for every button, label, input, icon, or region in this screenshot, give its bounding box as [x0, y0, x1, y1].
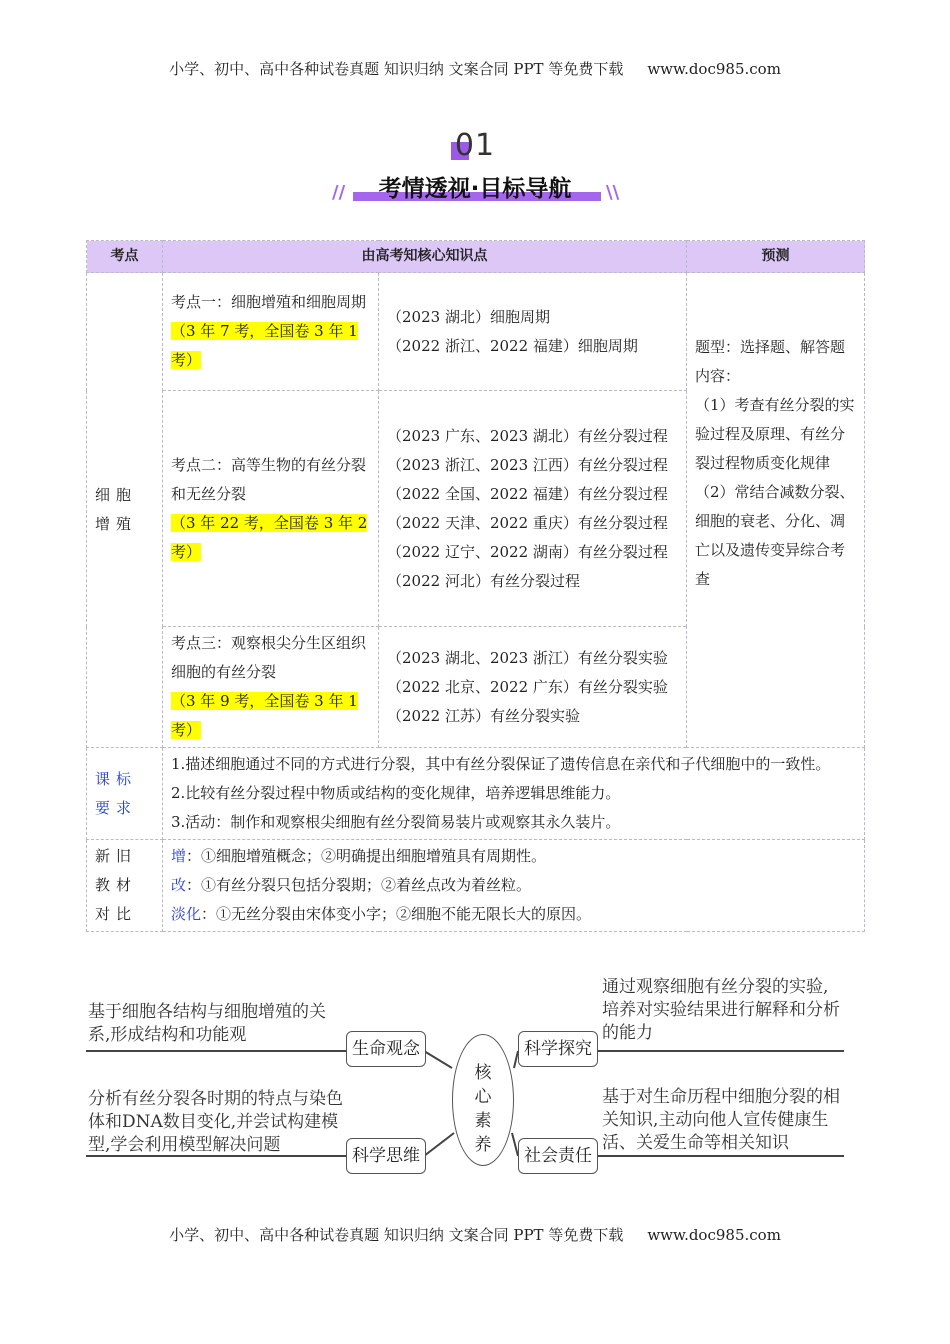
table-row — [87, 273, 865, 391]
col-header-topic: 考点 — [87, 241, 163, 273]
list-item: （2023 广东、2023 湖北）有丝分裂过程 — [387, 426, 668, 445]
header-url[interactable]: www.doc985.com — [647, 60, 781, 78]
exam-analysis-table — [86, 240, 865, 932]
compare-label: 新旧教材对比 — [87, 840, 163, 932]
core-char: 养 — [474, 1135, 492, 1155]
prediction-content-label: 内容： — [695, 367, 741, 385]
literacy-tl-label: 生命观念 — [346, 1031, 426, 1067]
point-1-cell — [163, 273, 379, 391]
list-item: 1.描述细胞通过不同的方式进行分裂，其中有丝分裂保证了遗传信息在亲代和子代细胞中的一致性。 — [171, 755, 831, 773]
core-char: 素 — [474, 1111, 492, 1131]
point-3-name: 考点三：观察根尖分生区组织细胞的有丝分裂 — [171, 634, 367, 681]
slash-decoration-right: \\ — [606, 182, 620, 203]
list-item: 3.活动：制作和观察根尖细胞有丝分裂简易装片或观察其永久装片。 — [171, 813, 621, 831]
point-2-stat: （3 年 22 考，全国卷 3 年 2 考） — [171, 513, 368, 561]
section-number — [0, 128, 950, 163]
literacy-bl-label: 科学思维 — [346, 1138, 426, 1174]
prediction-type: 题型：选择题、解答题 — [695, 338, 846, 356]
point-2-name: 考点二：高等生物的有丝分裂和无丝分裂 — [171, 455, 367, 503]
core-char: 核 — [474, 1063, 492, 1083]
curriculum-label: 课标要求 — [87, 748, 163, 840]
compare-tag: 增 — [171, 847, 187, 865]
page-header — [0, 58, 950, 79]
compare-row-change — [171, 871, 856, 900]
topic-cell: 细胞增殖 — [87, 273, 163, 748]
slash-decoration-left: // — [332, 182, 346, 203]
list-item: （2023 湖北）细胞周期 — [387, 307, 550, 326]
literacy-tr-label: 科学探究 — [518, 1031, 598, 1067]
curriculum-cell — [163, 748, 865, 840]
point-1-stat: （3 年 7 考，全国卷 3 年 1 考） — [171, 322, 358, 369]
point-1-items — [379, 273, 687, 391]
point-3-items — [379, 627, 687, 748]
section-number-text: 01 — [454, 128, 496, 163]
compare-tag: 淡化 — [171, 905, 202, 923]
point-3-stat: （3 年 9 考，全国卷 3 年 1 考） — [171, 692, 358, 739]
header-text: 小学、初中、高中各种试卷真题 知识归纳 文案合同 PPT 等免费下载 — [169, 60, 624, 78]
page-footer — [0, 1224, 950, 1245]
list-item: （2022 北京、2022 广东）有丝分裂实验（2022 江苏）有丝分裂实验 — [387, 677, 668, 725]
compare-row-fade — [171, 900, 856, 929]
list-item: 2.比较有丝分裂过程中物质或结构的变化规律，培养逻辑思维能力。 — [171, 784, 621, 802]
footer-url[interactable]: www.doc985.com — [647, 1226, 781, 1244]
point-1-name: 考点一：细胞增殖和细胞周期 — [171, 293, 367, 311]
footer-text: 小学、初中、高中各种试卷真题 知识归纳 文案合同 PPT 等免费下载 — [169, 1226, 624, 1244]
col-header-prediction: 预测 — [687, 241, 865, 273]
literacy-bl-text: 分析有丝分裂各时期的特点与染色体和DNA数目变化,并尝试构建模型,学会利用模型解决问题 — [88, 1089, 343, 1155]
point-2-items — [379, 391, 687, 627]
table-row — [87, 840, 865, 932]
col-header-knowledge: 由高考知核心知识点 — [163, 241, 687, 273]
core-literacy-oval — [452, 1034, 514, 1166]
point-2-cell — [163, 391, 379, 627]
list-item: （2023 浙江、2023 江西）有丝分裂过程 — [387, 455, 668, 474]
list-item: （2022 全国、2022 福建）有丝分裂过程（2022 天津、2022 重庆）有丝分裂过程（2022 辽宁、2022 湖南）有丝分裂过程（2022 河北）有丝分裂过程 — [387, 484, 668, 590]
core-char: 心 — [474, 1087, 492, 1107]
prediction-cell — [687, 273, 865, 748]
compare-text: ：①无丝分裂由宋体变小字；②细胞不能无限长大的原因。 — [201, 905, 592, 923]
section-title — [0, 168, 950, 208]
compare-row-add — [171, 842, 856, 871]
literacy-tr-text: 通过观察细胞有丝分裂的实验,培养对实验结果进行解释和分析的能力 — [602, 977, 840, 1043]
literacy-br-text: 基于对生命历程中细胞分裂的相关知识,主动向他人宣传健康生活、关爱生命等相关知识 — [602, 1087, 840, 1153]
prediction-item: （2）常结合减数分裂、细胞的衰老、分化、凋亡以及遗传变异综合考查 — [695, 483, 855, 588]
literacy-br-label: 社会责任 — [518, 1138, 598, 1174]
compare-cell — [163, 840, 865, 932]
literacy-tl-text: 基于细胞各结构与细胞增殖的关系,形成结构和功能观 — [88, 1002, 326, 1045]
compare-text: ：①细胞增殖概念；②明确提出细胞增殖具有周期性。 — [186, 847, 547, 865]
list-item: （2022 浙江、2022 福建）细胞周期 — [387, 336, 638, 355]
table-row — [87, 748, 865, 840]
list-item: （2023 湖北、2023 浙江）有丝分裂实验 — [387, 648, 668, 667]
table-header-row — [87, 241, 865, 273]
point-3-cell — [163, 627, 379, 748]
compare-tag: 改 — [171, 876, 187, 894]
section-title-text: 考情透视·目标导航 — [378, 176, 572, 202]
core-literacy-diagram — [86, 968, 864, 1178]
prediction-item: （1）考查有丝分裂的实验过程及原理、有丝分裂过程物质变化规律 — [695, 396, 855, 472]
compare-text: ：①有丝分裂只包括分裂期；②着丝点改为着丝粒。 — [186, 876, 532, 894]
